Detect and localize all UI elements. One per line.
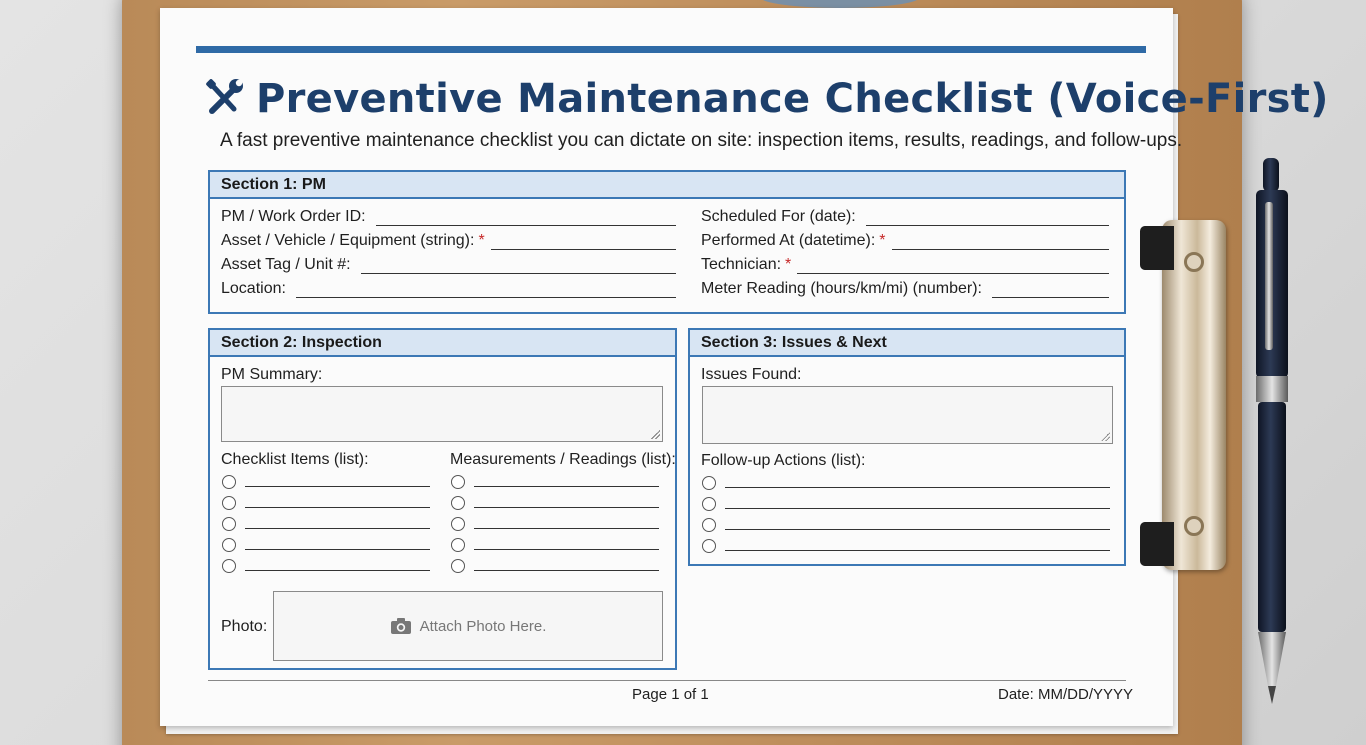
radio-button[interactable] bbox=[222, 496, 236, 510]
follow-up-actions-label: Follow-up Actions (list): bbox=[701, 452, 866, 469]
pen bbox=[1252, 158, 1292, 706]
pm-summary-label: PM Summary: bbox=[221, 366, 323, 383]
camera-icon bbox=[390, 617, 412, 635]
radio-button[interactable] bbox=[451, 475, 465, 489]
measurements-label: Measurements / Readings (list): bbox=[450, 451, 676, 468]
field-label: Meter Reading (hours/km/mi) (number): bbox=[701, 280, 982, 297]
resize-grip-icon[interactable] bbox=[1100, 431, 1110, 441]
radio-button[interactable] bbox=[222, 475, 236, 489]
asset-tag-unit-field[interactable] bbox=[221, 256, 676, 274]
asset-vehicle-equipment-field[interactable] bbox=[221, 232, 676, 250]
section-pm bbox=[208, 170, 1126, 314]
checklist-item[interactable] bbox=[222, 514, 430, 534]
clip-tab-bottom bbox=[1140, 522, 1174, 566]
clip-slot bbox=[1184, 252, 1204, 272]
section-issues-next bbox=[688, 328, 1126, 566]
clip-slot bbox=[1184, 516, 1204, 536]
checklist-item[interactable] bbox=[222, 535, 430, 555]
radio-button[interactable] bbox=[222, 559, 236, 573]
radio-button[interactable] bbox=[451, 538, 465, 552]
field-label: Asset / Vehicle / Equipment (string): bbox=[221, 232, 475, 249]
checklist-item[interactable] bbox=[222, 493, 430, 513]
checklist-item[interactable] bbox=[222, 472, 430, 492]
input-line[interactable] bbox=[992, 284, 1109, 298]
page-subtitle: A fast preventive maintenance checklist you can dictate on site: inspection items, results, readings, and follow-ups. bbox=[220, 130, 1183, 151]
follow-up-item[interactable] bbox=[702, 494, 1110, 514]
input-line[interactable] bbox=[866, 212, 1109, 226]
performed-at-field[interactable] bbox=[701, 232, 1109, 250]
photo-placeholder-text: Attach Photo Here. bbox=[419, 617, 547, 635]
field-label: Technician: bbox=[701, 256, 782, 273]
radio-button[interactable] bbox=[451, 496, 465, 510]
required-marker: * bbox=[478, 232, 485, 249]
input-line[interactable] bbox=[892, 236, 1109, 250]
pm-work-order-id-field[interactable] bbox=[221, 208, 676, 226]
measurement-item[interactable] bbox=[451, 556, 659, 576]
location-field[interactable] bbox=[221, 280, 676, 298]
field-label: Scheduled For (date): bbox=[701, 208, 856, 225]
clip-tab-top bbox=[1140, 226, 1174, 270]
radio-button[interactable] bbox=[451, 559, 465, 573]
measurement-item[interactable] bbox=[451, 493, 659, 513]
footer-divider bbox=[208, 680, 1126, 681]
issues-found-textarea[interactable] bbox=[702, 386, 1113, 444]
input-line[interactable] bbox=[491, 236, 676, 250]
wrench-screwdriver-icon bbox=[204, 77, 244, 122]
checklist-paper bbox=[160, 8, 1329, 726]
photo-label: Photo: bbox=[221, 618, 268, 635]
meter-reading-field[interactable] bbox=[701, 280, 1109, 298]
section-inspection-title: Section 2: Inspection bbox=[210, 330, 675, 357]
field-label: PM / Work Order ID: bbox=[221, 208, 366, 225]
top-accent-rule bbox=[196, 46, 1146, 53]
input-line[interactable] bbox=[296, 284, 676, 298]
footer-date: Date: MM/DD/YYYY bbox=[998, 686, 1134, 703]
radio-button[interactable] bbox=[702, 476, 716, 490]
radio-button[interactable] bbox=[702, 518, 716, 532]
page-number: Page 1 of 1 bbox=[632, 686, 709, 703]
input-line[interactable] bbox=[797, 260, 1109, 274]
measurement-item[interactable] bbox=[451, 535, 659, 555]
clipboard-clip bbox=[1140, 220, 1232, 570]
input-line[interactable] bbox=[376, 212, 676, 226]
resize-grip-icon[interactable] bbox=[650, 429, 660, 439]
follow-up-item[interactable] bbox=[702, 473, 1110, 493]
checklist-item[interactable] bbox=[222, 556, 430, 576]
required-marker: * bbox=[879, 232, 886, 249]
radio-button[interactable] bbox=[451, 517, 465, 531]
section-pm-title: Section 1: PM bbox=[210, 172, 1124, 199]
measurement-item[interactable] bbox=[451, 514, 659, 534]
section-issues-next-title: Section 3: Issues & Next bbox=[690, 330, 1124, 357]
field-label: Performed At (datetime): bbox=[701, 232, 876, 249]
scheduled-for-field[interactable] bbox=[701, 208, 1109, 226]
radio-button[interactable] bbox=[222, 538, 236, 552]
section-inspection bbox=[208, 328, 677, 670]
field-label: Location: bbox=[221, 280, 286, 297]
radio-button[interactable] bbox=[702, 497, 716, 511]
technician-field[interactable] bbox=[701, 256, 1109, 274]
measurement-item[interactable] bbox=[451, 472, 659, 492]
radio-button[interactable] bbox=[702, 539, 716, 553]
issues-found-label: Issues Found: bbox=[701, 366, 802, 383]
field-label: Asset Tag / Unit #: bbox=[221, 256, 351, 273]
radio-button[interactable] bbox=[222, 517, 236, 531]
checklist-items-label: Checklist Items (list): bbox=[221, 451, 369, 468]
required-marker: * bbox=[785, 256, 792, 273]
follow-up-item[interactable] bbox=[702, 536, 1110, 556]
pm-summary-textarea[interactable] bbox=[221, 386, 663, 442]
page-title: Preventive Maintenance Checklist (Voice-First) bbox=[256, 76, 1329, 122]
input-line[interactable] bbox=[361, 260, 676, 274]
photo-drop-zone[interactable] bbox=[273, 591, 663, 661]
title-row bbox=[204, 74, 1329, 124]
follow-up-item[interactable] bbox=[702, 515, 1110, 535]
